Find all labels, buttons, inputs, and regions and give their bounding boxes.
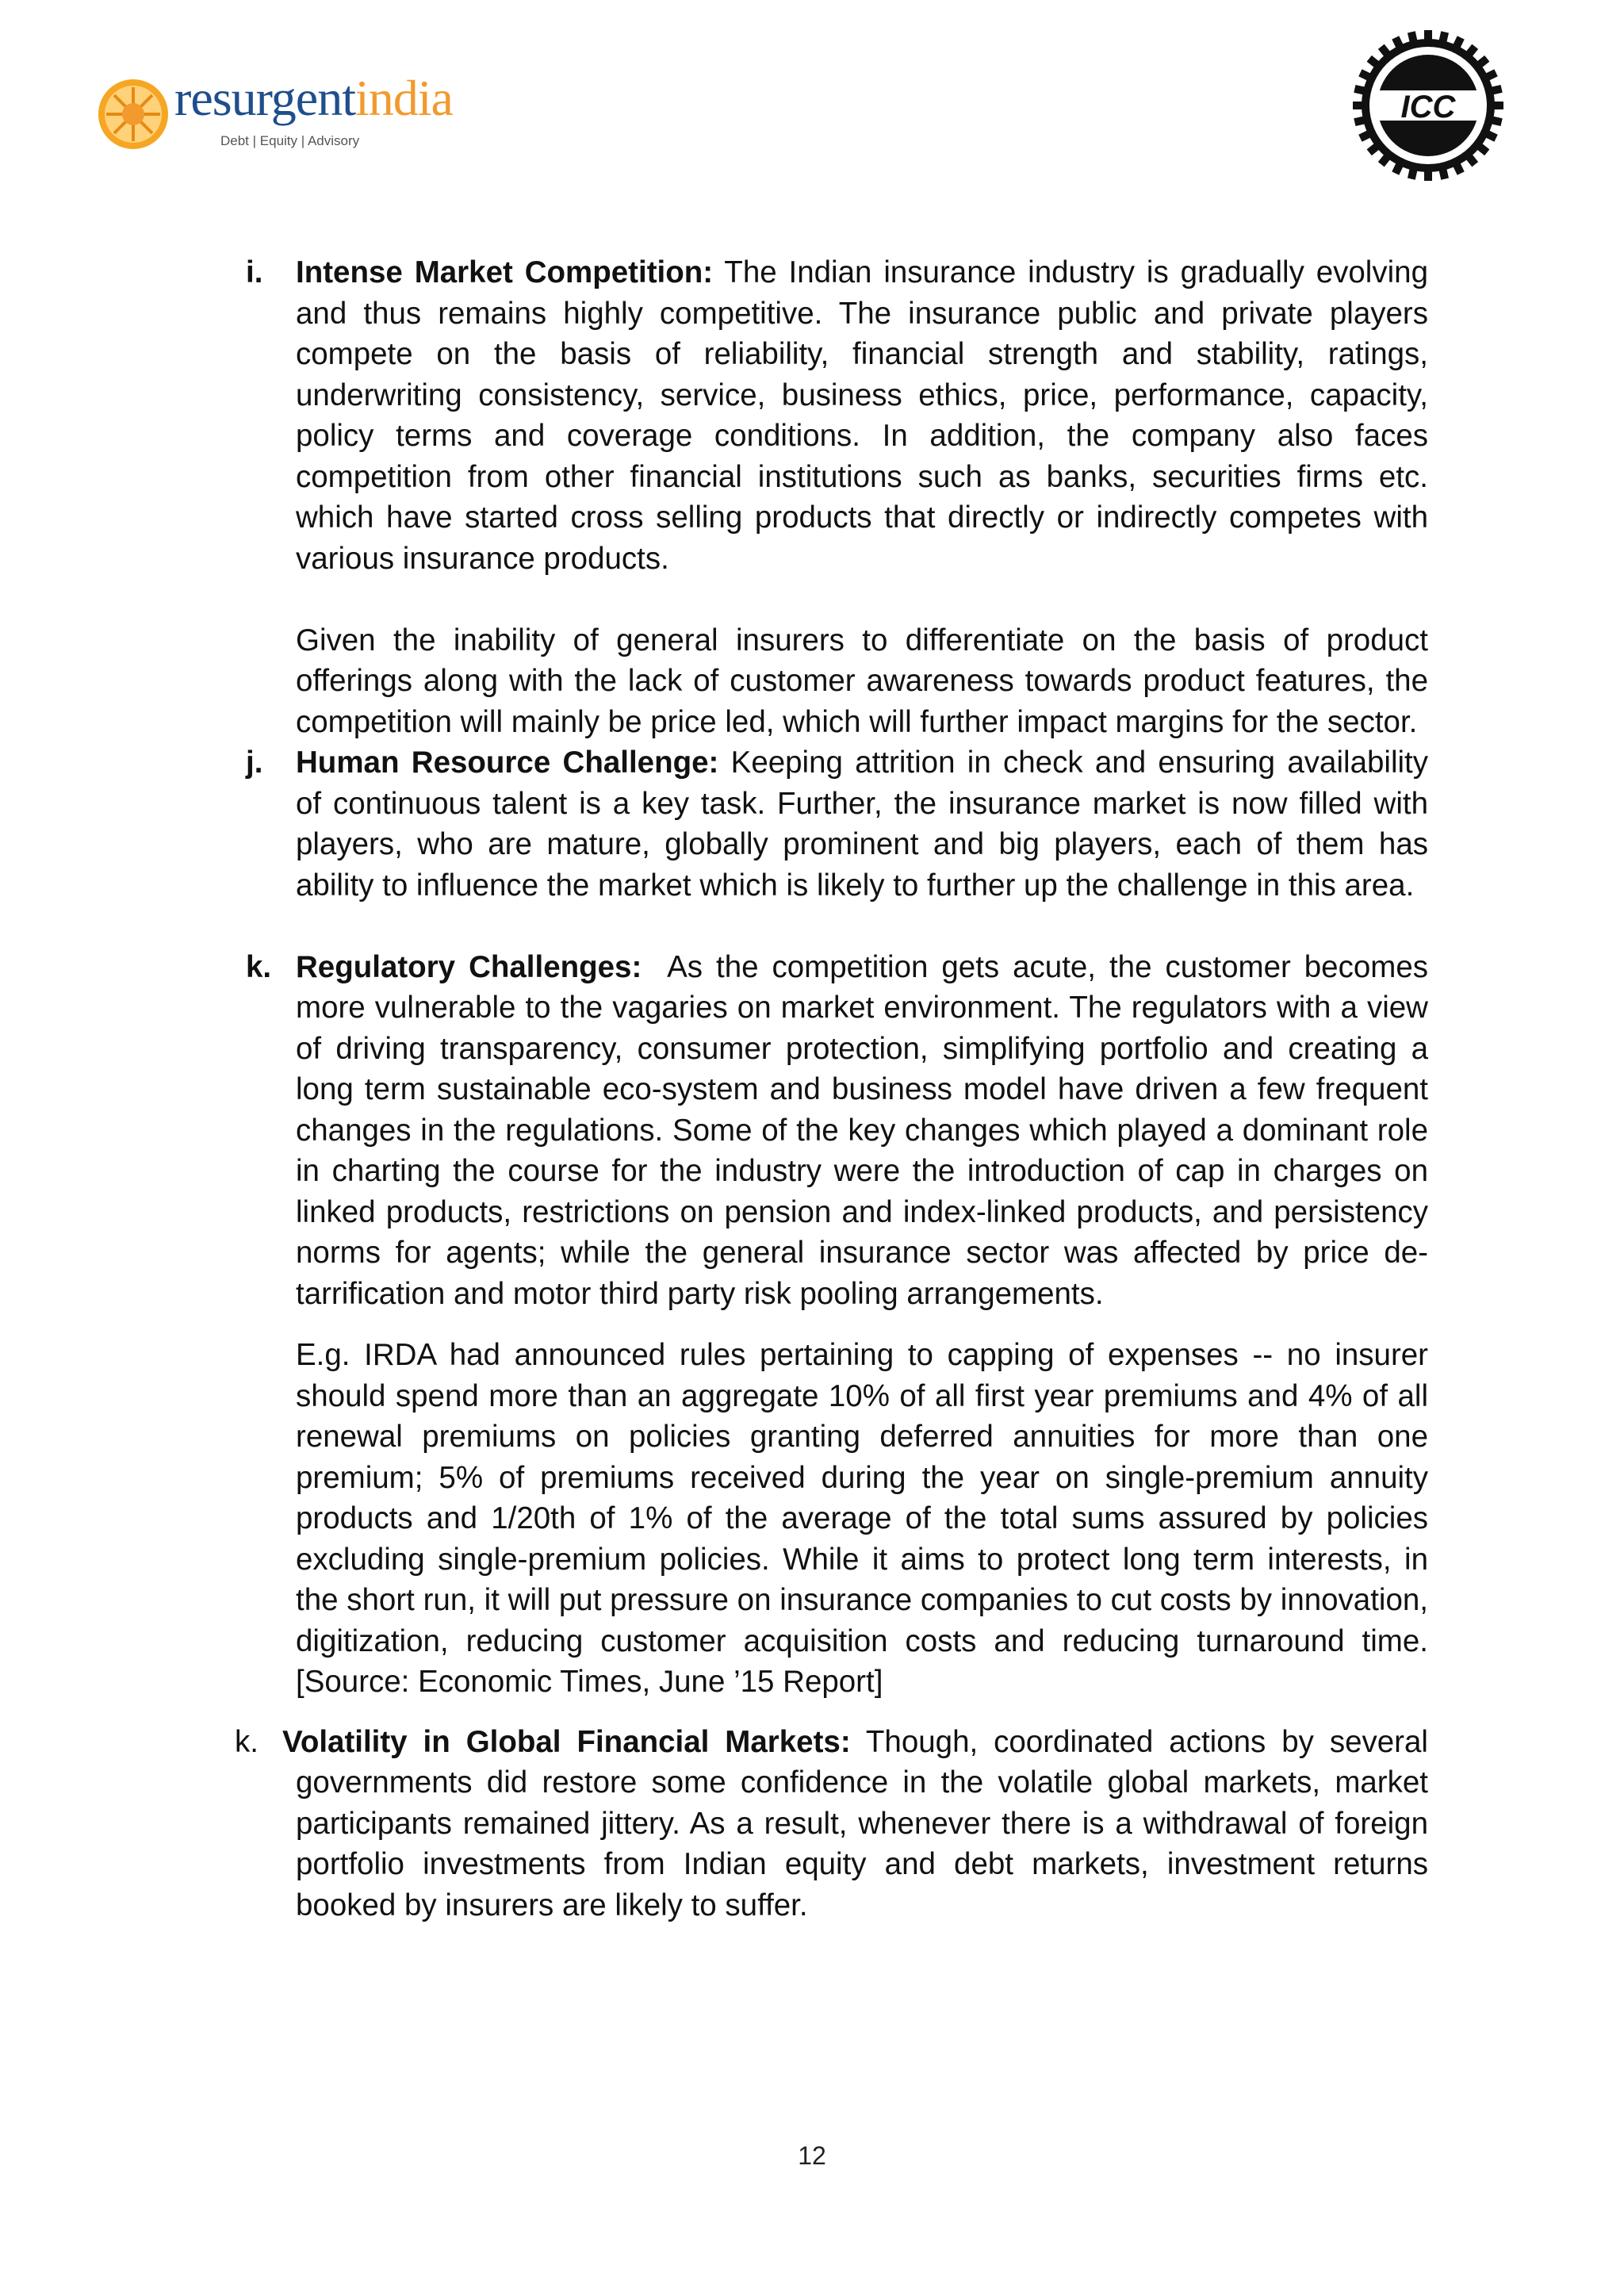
item-text: Though, coordinated actions by several governments did restore some confidence in the volatile global markets, market participants remained jittery. As a result, whenever there is a withdrawal of foreign portfolio investments from Indian equity and debt markets, investment returns booked by insurers are likely to suffer. xyxy=(296,1724,1428,1922)
icc-gear-logo xyxy=(1351,29,1505,182)
sun-emblem-icon xyxy=(97,78,170,151)
list-item-text xyxy=(282,1722,1428,1926)
list-item xyxy=(0,742,1624,906)
item-text: The Indian insurance industry is gradually evolving and thus remains highly competitive. The insurance public and private players compete on the basis of reliability, financial strength and stability, ratings, underwriting consistency, service, business ethics, price, performance, capacity, policy terms and coverage conditions. In addition, the company also faces competition from other financial institutions such as banks, securities firms etc. which have started cross selling products that directly or indirectly competes with various insurance products. xyxy=(296,255,1428,576)
list-item-text xyxy=(296,742,1428,906)
logo-wordmark: resurgentindia xyxy=(174,70,453,126)
list-marker: i. xyxy=(246,255,263,289)
list-item xyxy=(0,947,1624,1703)
resurgent-india-logo xyxy=(97,70,462,165)
item-heading: Volatility in Global Financial Markets: xyxy=(282,1724,851,1759)
list-item-paragraph: E.g. IRDA had announced rules pertaining to capping of expenses -- no insurer should spend more than an aggregate 10% of all first year premiums and 4% of all renewal premiums on policies granting deferred annuities for more than one premium; 5% of premiums received during the year on single-premium annuity products and 1/20th of 1% of the average of the total sums assured by policies excluding single-premium policies. While it aims to protect long term interests, in the short run, it will put pressure on insurance companies to cut costs by innovation, digitization, reducing customer acquisition costs and reducing turnaround time. [Source: Economic Times, June ’15 Report] xyxy=(296,1338,1428,1699)
item-text: Keeping attrition in check and ensuring availability of continuous talent is a key task. Further, the insurance market is now filled with players, who are mature, globally prominent and big players, each of them has ability to influence the market which is likely to further up the challenge in this area. xyxy=(296,746,1428,903)
list-marker: k. xyxy=(235,1724,259,1759)
list-marker: j. xyxy=(246,746,263,780)
list-marker: k. xyxy=(246,949,272,984)
list-item-paragraph: Given the inability of general insurers to differentiate on the basis of product offerings along with the lack of customer awareness towards product features, the competition will mainly be price led, which will further impact margins for the sector. xyxy=(296,623,1428,739)
document-body xyxy=(0,252,1624,1926)
logo-tagline: Debt | Equity | Advisory xyxy=(220,133,360,148)
list-item-text xyxy=(296,947,1428,1315)
page-number: 12 xyxy=(798,2141,826,2170)
list-item xyxy=(0,252,1624,742)
item-heading: Human Resource Challenge: xyxy=(296,746,719,780)
icc-logo-text: ICC xyxy=(1400,90,1456,125)
list-item xyxy=(0,1722,1624,1926)
item-text: As the competition gets acute, the customer becomes more vulnerable to the vagaries on market environment. The regulators with a view of driving transparency, consumer protection, simplifying portfolio and creating a long term sustainable eco-system and business model have driven a few frequent changes in the regulations. Some of the key changes which played a dominant role in charting the course for the industry were the introduction of cap in charges on linked products, restrictions on pension and index-linked products, and persistency norms for agents; while the general insurance sector was affected by price de-tarrification and motor third party risk pooling arrangements. xyxy=(296,949,1428,1311)
item-heading: Intense Market Competition: xyxy=(296,255,714,289)
item-heading: Regulatory Challenges: xyxy=(296,949,642,984)
list-item-text xyxy=(296,252,1428,579)
